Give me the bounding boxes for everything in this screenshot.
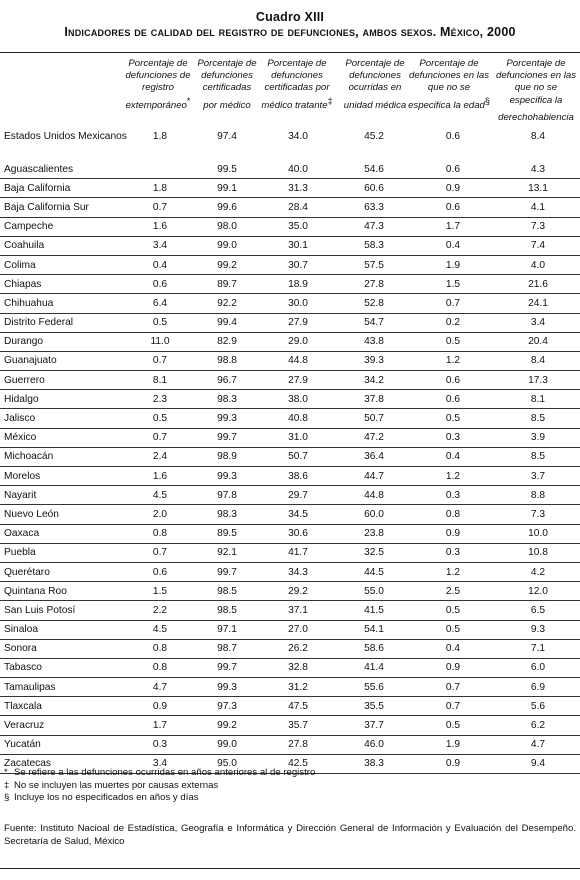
value-cell: 47.3 (338, 217, 410, 236)
table-row (0, 275, 580, 294)
header-derechohabiencia: Porcentaje de defunciones en las que no se especifica la derechohabiencia (495, 58, 576, 123)
table-row (0, 716, 580, 735)
value-cell: 50.7 (338, 409, 410, 428)
value-cell: 97.1 (196, 620, 258, 639)
state-name: Yucatán (0, 735, 124, 754)
value-cell: 21.6 (496, 275, 580, 294)
value-cell: 1.5 (124, 582, 196, 601)
state-name: Colima (0, 255, 124, 274)
value-cell: 8.5 (496, 447, 580, 466)
value-cell: 26.2 (258, 639, 338, 658)
value-cell: 34.5 (258, 505, 338, 524)
value-cell: 8.5 (496, 409, 580, 428)
value-cell: 99.1 (196, 179, 258, 198)
value-cell: 0.8 (124, 639, 196, 658)
value-cell: 0.3 (124, 735, 196, 754)
table-row (0, 658, 580, 677)
value-cell: 0.3 (410, 486, 496, 505)
value-cell: 0.8 (410, 505, 496, 524)
value-cell: 8.1 (124, 371, 196, 390)
value-cell: 0.7 (124, 543, 196, 562)
spacer-cell (0, 148, 580, 160)
value-cell: 99.5 (196, 160, 258, 179)
value-cell: 58.6 (338, 639, 410, 658)
table-row (0, 620, 580, 639)
value-cell: 92.2 (196, 294, 258, 313)
value-cell: 99.6 (196, 198, 258, 217)
table-row (0, 428, 580, 447)
table-row (0, 409, 580, 428)
table-row (0, 524, 580, 543)
value-cell: 10.8 (496, 543, 580, 562)
value-cell: 27.9 (258, 313, 338, 332)
value-cell: 57.5 (338, 255, 410, 274)
value-cell: 28.4 (258, 198, 338, 217)
value-cell: 98.3 (196, 390, 258, 409)
value-cell: 89.7 (196, 275, 258, 294)
value-cell: 0.6 (445, 130, 461, 142)
value-cell: 55.0 (338, 582, 410, 601)
state-name: Distrito Federal (0, 313, 124, 332)
value-cell: 44.8 (258, 351, 338, 370)
value-cell: 98.7 (196, 639, 258, 658)
value-cell: 0.7 (124, 198, 196, 217)
value-cell: 0.5 (410, 620, 496, 639)
value-cell: 0.6 (410, 160, 496, 179)
value-cell: 0.9 (410, 754, 496, 773)
table-row (0, 371, 580, 390)
value-cell: 7.4 (496, 236, 580, 255)
table-row (0, 198, 580, 217)
value-cell: 35.0 (258, 217, 338, 236)
value-cell: 3.9 (496, 428, 580, 447)
value-cell: 52.8 (338, 294, 410, 313)
value-cell: 60.6 (338, 179, 410, 198)
value-cell: 6.0 (496, 658, 580, 677)
header-edad-no-especificada: Porcentaje de defunciones en las que no se especifica la edad§ (408, 58, 490, 111)
state-name: Tlaxcala (0, 697, 124, 716)
value-cell: 0.9 (410, 179, 496, 198)
value-cell: 1.2 (410, 467, 496, 486)
header-certificadas-medico: Porcentaje de defunciones certificadas por médico (197, 58, 257, 111)
value-cell: 30.1 (258, 236, 338, 255)
state-name: Morelos (0, 467, 124, 486)
value-cell: 99.2 (196, 255, 258, 274)
value-cell: 29.7 (258, 486, 338, 505)
value-cell: 0.6 (410, 198, 496, 217)
value-cell: 0.5 (410, 601, 496, 620)
value-cell: 3.4 (496, 313, 580, 332)
value-cell: 2.4 (124, 447, 196, 466)
value-cell: 99.7 (196, 658, 258, 677)
value-cell: 41.7 (258, 543, 338, 562)
table-row (0, 255, 580, 274)
value-cell: 4.3 (496, 160, 580, 179)
value-cell: 98.0 (196, 217, 258, 236)
value-cell: 27.8 (338, 275, 410, 294)
top-rule (0, 52, 580, 53)
value-cell: 2.5 (410, 582, 496, 601)
value-cell: 0.6 (410, 371, 496, 390)
value-cell: 97.8 (196, 486, 258, 505)
value-cell: 3.4 (124, 754, 196, 773)
value-cell: 0.7 (410, 678, 496, 697)
value-cell: 10.0 (496, 524, 580, 543)
value-cell: 1.9 (410, 255, 496, 274)
value-cell: 1.7 (410, 217, 496, 236)
value-cell: 8.1 (496, 390, 580, 409)
value-cell: 29.2 (258, 582, 338, 601)
table-body (0, 124, 580, 774)
state-name: Nuevo León (0, 505, 124, 524)
value-cell: 40.0 (258, 160, 338, 179)
state-name: Tamaulipas (0, 678, 124, 697)
value-cell: 47.5 (258, 697, 338, 716)
state-name: Tabasco (0, 658, 124, 677)
value-cell: 29.0 (258, 332, 338, 351)
value-cell: 30.7 (258, 255, 338, 274)
value-cell: 98.3 (196, 505, 258, 524)
value-cell: 27.8 (258, 735, 338, 754)
state-name: Sinaloa (0, 620, 124, 639)
value-cell: 0.2 (410, 313, 496, 332)
value-cell: 0.7 (124, 428, 196, 447)
table-row (0, 678, 580, 697)
value-cell: 5.6 (496, 697, 580, 716)
value-cell: 99.2 (196, 716, 258, 735)
table-row (0, 562, 580, 581)
value-cell: 0.7 (410, 294, 496, 313)
value-cell: 8.4 (530, 130, 546, 142)
bottom-rule (0, 868, 580, 869)
value-cell: 41.5 (338, 601, 410, 620)
value-cell: 0.9 (410, 524, 496, 543)
value-cell: 0.5 (124, 409, 196, 428)
value-cell: 99.3 (196, 409, 258, 428)
table-row (0, 505, 580, 524)
state-name: Hidalgo (0, 390, 124, 409)
state-name: Sonora (0, 639, 124, 658)
value-cell: 98.5 (196, 582, 258, 601)
state-name: Baja California Sur (0, 198, 124, 217)
value-cell: 32.8 (258, 658, 338, 677)
state-name: Chihuahua (0, 294, 124, 313)
value-cell: 99.4 (196, 313, 258, 332)
value-cell: 27.9 (258, 371, 338, 390)
state-name: Veracruz (0, 716, 124, 735)
footnote: § Incluye los no especificados en años y días (4, 792, 199, 804)
footnote: * Se refiere a las defunciones ocurridas en años anteriores al de registro (4, 767, 316, 778)
value-cell: 7.3 (496, 505, 580, 524)
quality-indicators-table (0, 124, 580, 774)
value-cell: 4.7 (124, 678, 196, 697)
value-cell: 37.8 (338, 390, 410, 409)
value-cell: 38.0 (258, 390, 338, 409)
spacer-row (0, 148, 580, 160)
table-row (0, 639, 580, 658)
header-registro-extemporaneo: Porcentaje de defunciones de registro extemporáneo* (125, 58, 191, 111)
table-title: Indicadores de calidad del registro de defunciones, ambos sexos. México, 2000 (64, 25, 516, 39)
value-cell (124, 160, 196, 179)
state-name: San Luis Potosí (0, 601, 124, 620)
value-cell: 23.8 (338, 524, 410, 543)
value-cell: 97.4 (217, 130, 237, 142)
value-cell: 1.7 (124, 716, 196, 735)
table-title-block (0, 10, 580, 39)
value-cell: 63.3 (338, 198, 410, 217)
state-name: Nayarit (0, 486, 124, 505)
state-name: Aguascalientes (0, 160, 124, 179)
value-cell: 0.5 (410, 409, 496, 428)
value-cell: 0.4 (124, 255, 196, 274)
value-cell: 20.4 (496, 332, 580, 351)
value-cell: 82.9 (196, 332, 258, 351)
value-cell: 95.0 (196, 754, 258, 773)
table-row (0, 390, 580, 409)
value-cell: 43.8 (338, 332, 410, 351)
value-cell: 98.5 (196, 601, 258, 620)
state-name: Chiapas (0, 275, 124, 294)
value-cell: 13.1 (496, 179, 580, 198)
value-cell: 99.3 (196, 678, 258, 697)
value-cell: 99.0 (196, 735, 258, 754)
state-name: Quintana Roo (0, 582, 124, 601)
value-cell: 1.2 (410, 351, 496, 370)
value-cell: 0.8 (124, 658, 196, 677)
table-row (0, 351, 580, 370)
value-cell: 6.4 (124, 294, 196, 313)
value-cell: 0.3 (410, 428, 496, 447)
state-name: Guanajuato (0, 351, 124, 370)
state-name: México (0, 428, 124, 447)
value-cell: 1.2 (410, 562, 496, 581)
value-cell: 44.5 (338, 562, 410, 581)
value-cell: 0.6 (124, 275, 196, 294)
state-name: Baja California (0, 179, 124, 198)
value-cell: 30.0 (258, 294, 338, 313)
value-cell: 27.0 (258, 620, 338, 639)
value-cell: 35.5 (338, 697, 410, 716)
table-row (0, 236, 580, 255)
value-cell: 44.8 (338, 486, 410, 505)
state-name: Jalisco (0, 409, 124, 428)
value-cell: 7.1 (496, 639, 580, 658)
value-cell: 4.5 (124, 486, 196, 505)
header-unidad-medica: Porcentaje de defunciones ocurridas en unidad médica (343, 58, 407, 111)
value-cell: 98.9 (196, 447, 258, 466)
value-cell: 0.6 (410, 390, 496, 409)
table-row (0, 601, 580, 620)
value-cell: 1.9 (410, 735, 496, 754)
value-cell: 4.1 (496, 198, 580, 217)
table-number: Cuadro XIII (255, 10, 325, 24)
value-cell: 2.3 (124, 390, 196, 409)
value-cell: 4.7 (496, 735, 580, 754)
table-row (0, 217, 580, 236)
value-cell: 47.2 (338, 428, 410, 447)
value-cell: 9.4 (496, 754, 580, 773)
value-cell: 46.0 (338, 735, 410, 754)
state-name: Puebla (0, 543, 124, 562)
table-row (0, 543, 580, 562)
table-row (0, 332, 580, 351)
value-cell: 34.3 (258, 562, 338, 581)
footnote: ‡ No se incluyen las muertes por causas externas (4, 779, 219, 791)
value-cell: 0.7 (410, 697, 496, 716)
value-cell: 34.0 (288, 130, 308, 142)
value-cell: 54.6 (338, 160, 410, 179)
source-note: Fuente: Instituto Nacioal de Estadística, Geografía e Informática y Dirección General de Información y Evaluación del Desempeño. Secretaría de Salud, México (4, 823, 576, 847)
table-row (0, 124, 580, 148)
value-cell: 38.6 (258, 467, 338, 486)
column-headers (0, 58, 580, 123)
value-cell: 44.7 (338, 467, 410, 486)
value-cell: 31.2 (258, 678, 338, 697)
value-cell: 11.0 (124, 332, 196, 351)
value-cell: 7.3 (496, 217, 580, 236)
value-cell: 99.0 (196, 236, 258, 255)
value-cell: 1.8 (152, 130, 168, 142)
value-cell: 2.2 (124, 601, 196, 620)
value-cell: 35.7 (258, 716, 338, 735)
value-cell: 92.1 (196, 543, 258, 562)
value-cell: 36.4 (338, 447, 410, 466)
value-cell: 6.9 (496, 678, 580, 697)
value-cell: 37.7 (338, 716, 410, 735)
table-row (0, 582, 580, 601)
value-cell: 12.0 (496, 582, 580, 601)
value-cell: 18.9 (258, 275, 338, 294)
value-cell: 0.7 (124, 351, 196, 370)
value-cell: 31.0 (258, 428, 338, 447)
value-cell: 99.7 (196, 562, 258, 581)
state-name: Zacatecas (0, 754, 124, 773)
value-cell: 0.9 (410, 658, 496, 677)
value-cell: 0.6 (124, 562, 196, 581)
value-cell: 58.3 (338, 236, 410, 255)
value-cell: 6.2 (496, 716, 580, 735)
value-cell: 54.1 (338, 620, 410, 639)
value-cell: 1.6 (124, 217, 196, 236)
value-cell: 17.3 (496, 371, 580, 390)
state-name: Durango (0, 332, 124, 351)
value-cell: 99.3 (196, 467, 258, 486)
value-cell: 31.3 (258, 179, 338, 198)
value-cell: 8.4 (496, 351, 580, 370)
table-row (0, 735, 580, 754)
value-cell: 0.9 (124, 697, 196, 716)
value-cell: 30.6 (258, 524, 338, 543)
value-cell: 1.8 (124, 179, 196, 198)
value-cell: 54.7 (338, 313, 410, 332)
value-cell: 6.5 (496, 601, 580, 620)
table-row (0, 697, 580, 716)
state-name: Campeche (0, 217, 124, 236)
value-cell: 0.4 (410, 639, 496, 658)
table-row (0, 313, 580, 332)
value-cell: 8.8 (496, 486, 580, 505)
value-cell: 0.4 (410, 447, 496, 466)
value-cell: 97.3 (196, 697, 258, 716)
value-cell: 42.5 (258, 754, 338, 773)
value-cell: 37.1 (258, 601, 338, 620)
state-name: Guerrero (0, 371, 124, 390)
value-cell: 60.0 (338, 505, 410, 524)
table-row (0, 467, 580, 486)
table-row (0, 447, 580, 466)
value-cell: 40.8 (258, 409, 338, 428)
value-cell: 99.7 (196, 428, 258, 447)
value-cell: 96.7 (196, 371, 258, 390)
value-cell: 45.2 (364, 130, 384, 142)
value-cell: 0.8 (124, 524, 196, 543)
state-name: Coahuila (0, 236, 124, 255)
value-cell: 3.4 (124, 236, 196, 255)
state-name: Estados Unidos Mexicanos (4, 130, 127, 142)
table-row (0, 294, 580, 313)
value-cell: 4.2 (496, 562, 580, 581)
footnotes (4, 767, 576, 805)
table-row (0, 160, 580, 179)
value-cell: 0.3 (410, 543, 496, 562)
value-cell: 24.1 (496, 294, 580, 313)
state-name: Querétaro (0, 562, 124, 581)
header-medico-tratante: Porcentaje de defunciones certificadas por médico tratante‡ (261, 58, 333, 111)
value-cell: 34.2 (338, 371, 410, 390)
value-cell: 38.3 (338, 754, 410, 773)
value-cell: 4.5 (124, 620, 196, 639)
table-row (0, 179, 580, 198)
value-cell: 0.5 (124, 313, 196, 332)
value-cell: 98.8 (196, 351, 258, 370)
value-cell: 4.0 (496, 255, 580, 274)
state-name: Oaxaca (0, 524, 124, 543)
value-cell: 3.7 (496, 467, 580, 486)
value-cell: 89.5 (196, 524, 258, 543)
value-cell: 0.5 (410, 332, 496, 351)
value-cell: 50.7 (258, 447, 338, 466)
value-cell: 0.5 (410, 716, 496, 735)
value-cell: 0.4 (410, 236, 496, 255)
state-name: Michoacán (0, 447, 124, 466)
value-cell: 32.5 (338, 543, 410, 562)
value-cell: 1.5 (410, 275, 496, 294)
value-cell: 1.6 (124, 467, 196, 486)
value-cell: 41.4 (338, 658, 410, 677)
value-cell: 9.3 (496, 620, 580, 639)
table-row (0, 486, 580, 505)
value-cell: 39.3 (338, 351, 410, 370)
value-cell: 55.6 (338, 678, 410, 697)
value-cell: 2.0 (124, 505, 196, 524)
